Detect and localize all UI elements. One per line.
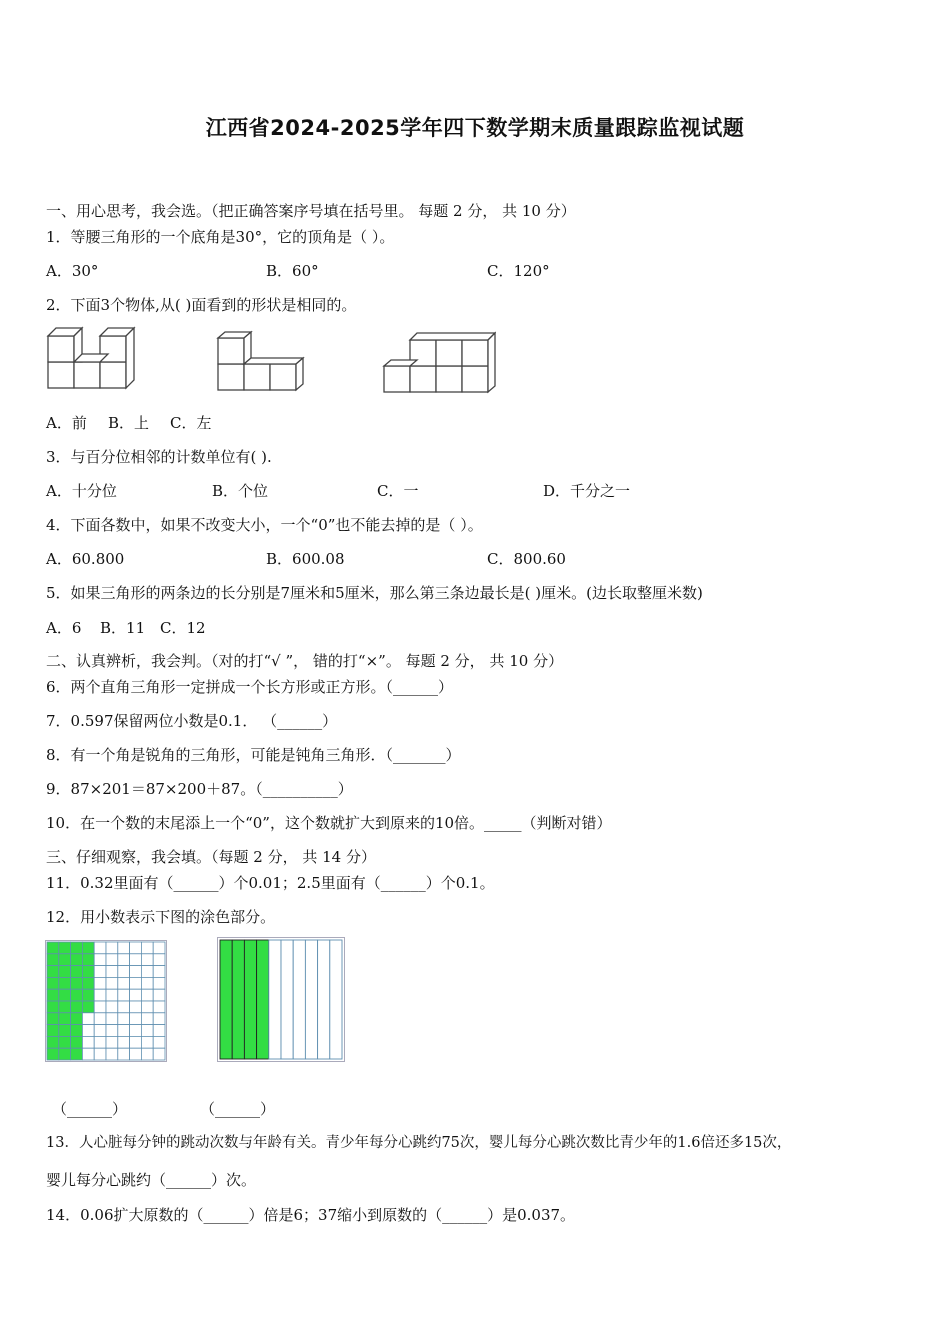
- question-4: 4．下面各数中，如果不改变大小，一个“0”也不能去掉的是（ ）。: [46, 516, 483, 534]
- grid1-cell: [118, 1013, 130, 1025]
- grid1-cell: [106, 1001, 118, 1013]
- grid1-shaded-cell: [47, 1036, 59, 1048]
- grid2-shaded-strip: [220, 940, 232, 1059]
- grid1-cell: [130, 977, 142, 989]
- section-2-heading: 二、认真辨析，我会判。（对的打“√ ”， 错的打“×”。 每题 2 分， 共 10 分）: [46, 652, 564, 670]
- q1-option-b[interactable]: B．60°: [266, 262, 319, 280]
- grid1-shaded-cell: [71, 989, 83, 1001]
- grid1-cell: [141, 942, 153, 954]
- q4-option-a[interactable]: A．60.800: [46, 550, 125, 568]
- grid1-cell: [106, 966, 118, 978]
- grid1-shaded-cell: [82, 942, 94, 954]
- grid1-shaded-cell: [59, 954, 71, 966]
- question-7: 7．0.597保留两位小数是0.1． （______）: [46, 712, 338, 730]
- grid1-shaded-cell: [47, 1025, 59, 1037]
- grid1-cell: [94, 1025, 106, 1037]
- grid2-shaded-strip: [232, 940, 244, 1059]
- grid1-shaded-cell: [59, 942, 71, 954]
- grid1-shaded-cell: [59, 977, 71, 989]
- q5-option-c[interactable]: C．12: [160, 619, 206, 637]
- grid1-shaded-cell: [47, 977, 59, 989]
- grid1-shaded-cell: [47, 1013, 59, 1025]
- q3-option-c[interactable]: C．一: [377, 482, 419, 500]
- grid2-strip: [305, 940, 317, 1059]
- grid1-shaded-cell: [71, 966, 83, 978]
- cube-figure-3: [382, 330, 496, 394]
- q3-option-d[interactable]: D．千分之一: [543, 482, 631, 500]
- q1-option-a[interactable]: A．30°: [46, 262, 99, 280]
- question-2: 2．下面3个物体,从( )面看到的形状是相同的。: [46, 296, 357, 314]
- grid2-strip: [269, 940, 281, 1059]
- question-14: 14．0.06扩大原数的（______）倍是6；37缩小到原数的（______）是0.037。: [46, 1206, 576, 1224]
- grid1-shaded-cell: [59, 989, 71, 1001]
- grid1-cell: [118, 954, 130, 966]
- grid1-cell: [130, 1048, 142, 1060]
- grid1-shaded-cell: [47, 989, 59, 1001]
- grid1-shaded-cell: [59, 966, 71, 978]
- grid2-strip: [318, 940, 330, 1059]
- q4-option-c[interactable]: C．800.60: [487, 550, 566, 568]
- grid1-cell: [141, 977, 153, 989]
- grid1-cell: [141, 1025, 153, 1037]
- grid1-shaded-cell: [59, 1001, 71, 1013]
- grid1-shaded-cell: [82, 954, 94, 966]
- section-1-heading: 一、用心思考，我会选。（把正确答案序号填在括号里。 每题 2 分， 共 10 分）: [46, 202, 576, 220]
- grid1-cell: [153, 942, 165, 954]
- question-1: 1．等腰三角形的一个底角是30°，它的顶角是（ ）。: [46, 228, 395, 246]
- grid1-shaded-cell: [59, 1013, 71, 1025]
- grid1-cell: [118, 1036, 130, 1048]
- cube-figure-2: [216, 330, 308, 392]
- question-13-line-1: 13．人心脏每分钟的跳动次数与年龄有关。青少年每分心跳约75次，婴儿每分心跳次数比青少年的1.6倍还多15次，: [46, 1135, 792, 1151]
- grid1-cell: [106, 989, 118, 1001]
- grid1-shaded-cell: [47, 966, 59, 978]
- grid1-cell: [82, 1036, 94, 1048]
- hundred-grid-figure: [45, 940, 167, 1062]
- grid1-cell: [118, 989, 130, 1001]
- grid1-shaded-cell: [71, 1048, 83, 1060]
- question-10: 10．在一个数的末尾添上一个“0”，这个数就扩大到原来的10倍。_____（判断对错）: [46, 814, 612, 832]
- q1-option-c[interactable]: C．120°: [487, 262, 550, 280]
- grid1-cell: [130, 1001, 142, 1013]
- grid1-cell: [94, 954, 106, 966]
- question-12: 12．用小数表示下图的涂色部分。: [46, 908, 276, 926]
- grid1-cell: [153, 989, 165, 1001]
- grid1-shaded-cell: [71, 1001, 83, 1013]
- grid1-cell: [94, 1001, 106, 1013]
- grid1-cell: [153, 954, 165, 966]
- grid1-cell: [141, 954, 153, 966]
- grid1-cell: [94, 977, 106, 989]
- question-13-line-2: 婴儿每分心跳约（______）次。: [46, 1171, 257, 1189]
- grid1-cell: [106, 1013, 118, 1025]
- grid1-shaded-cell: [59, 1025, 71, 1037]
- grid1-cell: [118, 942, 130, 954]
- grid1-shaded-cell: [59, 1036, 71, 1048]
- grid1-shaded-cell: [71, 954, 83, 966]
- grid1-cell: [94, 942, 106, 954]
- grid1-shaded-cell: [47, 1048, 59, 1060]
- grid1-cell: [130, 989, 142, 1001]
- grid1-shaded-cell: [71, 1036, 83, 1048]
- q4-option-b[interactable]: B．600.08: [266, 550, 345, 568]
- grid1-cell: [141, 989, 153, 1001]
- grid1-cell: [141, 1048, 153, 1060]
- grid1-cell: [106, 977, 118, 989]
- grid1-shaded-cell: [47, 942, 59, 954]
- grid1-cell: [106, 954, 118, 966]
- q12-answer-2[interactable]: （______）: [200, 1100, 276, 1118]
- grid1-cell: [153, 1048, 165, 1060]
- grid1-cell: [106, 1025, 118, 1037]
- grid1-cell: [130, 1036, 142, 1048]
- grid1-shaded-cell: [47, 954, 59, 966]
- grid1-cell: [94, 966, 106, 978]
- grid1-cell: [130, 942, 142, 954]
- grid2-shaded-strip: [257, 940, 269, 1059]
- grid1-cell: [153, 1013, 165, 1025]
- grid1-cell: [153, 1025, 165, 1037]
- question-3: 3．与百分位相邻的计数单位有( ).: [46, 448, 272, 466]
- grid1-cell: [141, 1013, 153, 1025]
- grid1-cell: [130, 954, 142, 966]
- question-11: 11．0.32里面有（______）个0.01；2.5里面有（______）个0.1。: [46, 874, 495, 892]
- q3-option-a[interactable]: A．十分位: [46, 482, 117, 500]
- q2-option-c[interactable]: C．左: [170, 414, 212, 432]
- grid1-shaded-cell: [71, 1013, 83, 1025]
- grid1-shaded-cell: [82, 977, 94, 989]
- grid1-cell: [82, 1025, 94, 1037]
- grid1-cell: [94, 1013, 106, 1025]
- q5-option-b[interactable]: B．11: [100, 619, 146, 637]
- grid1-cell: [141, 1001, 153, 1013]
- grid1-cell: [130, 966, 142, 978]
- grid1-cell: [130, 1013, 142, 1025]
- grid1-cell: [94, 1036, 106, 1048]
- grid1-cell: [153, 966, 165, 978]
- grid1-cell: [118, 1025, 130, 1037]
- question-5: 5．如果三角形的两条边的长分别是7厘米和5厘米，那么第三条边最长是( )厘米。(边长取整厘米数): [46, 584, 703, 602]
- grid1-cell: [118, 1048, 130, 1060]
- grid1-cell: [118, 977, 130, 989]
- grid1-cell: [153, 977, 165, 989]
- grid1-shaded-cell: [71, 942, 83, 954]
- q2-option-a[interactable]: A．前: [46, 414, 87, 432]
- grid1-cell: [118, 1001, 130, 1013]
- grid1-cell: [153, 1001, 165, 1013]
- page-title: 江西省2024-2025学年四下数学期末质量跟踪监视试题: [205, 116, 745, 140]
- grid1-cell: [153, 1036, 165, 1048]
- question-9: 9．87×201＝87×200＋87。（__________）: [46, 780, 353, 798]
- grid1-shaded-cell: [82, 966, 94, 978]
- grid1-cell: [141, 1036, 153, 1048]
- cube-figure-1: [46, 326, 138, 392]
- q5-option-a[interactable]: A．6: [46, 619, 82, 637]
- grid2-shaded-strip: [244, 940, 256, 1059]
- grid1-cell: [130, 1025, 142, 1037]
- grid1-shaded-cell: [82, 989, 94, 1001]
- q12-answer-1[interactable]: （______）: [52, 1100, 128, 1118]
- question-8: 8．有一个角是锐角的三角形，可能是钝角三角形．（_______）: [46, 746, 461, 764]
- grid1-cell: [141, 966, 153, 978]
- grid1-shaded-cell: [71, 1025, 83, 1037]
- grid1-shaded-cell: [71, 977, 83, 989]
- grid1-cell: [82, 1013, 94, 1025]
- section-3-heading: 三、仔细观察，我会填。（每题 2 分， 共 14 分）: [46, 848, 376, 866]
- grid1-shaded-cell: [82, 1001, 94, 1013]
- ten-strip-figure: [217, 937, 345, 1062]
- question-6: 6．两个直角三角形一定拼成一个长方形或正方形。（______）: [46, 678, 454, 696]
- grid1-shaded-cell: [59, 1048, 71, 1060]
- grid1-cell: [94, 1048, 106, 1060]
- grid1-cell: [106, 1048, 118, 1060]
- grid2-strip: [293, 940, 305, 1059]
- grid1-cell: [118, 966, 130, 978]
- grid1-shaded-cell: [47, 1001, 59, 1013]
- grid1-cell: [94, 989, 106, 1001]
- q2-option-b[interactable]: B．上: [108, 414, 150, 432]
- grid1-cell: [82, 1048, 94, 1060]
- q3-option-b[interactable]: B．个位: [212, 482, 269, 500]
- grid1-cell: [106, 942, 118, 954]
- grid1-cell: [106, 1036, 118, 1048]
- grid2-strip: [330, 940, 342, 1059]
- grid2-strip: [281, 940, 293, 1059]
